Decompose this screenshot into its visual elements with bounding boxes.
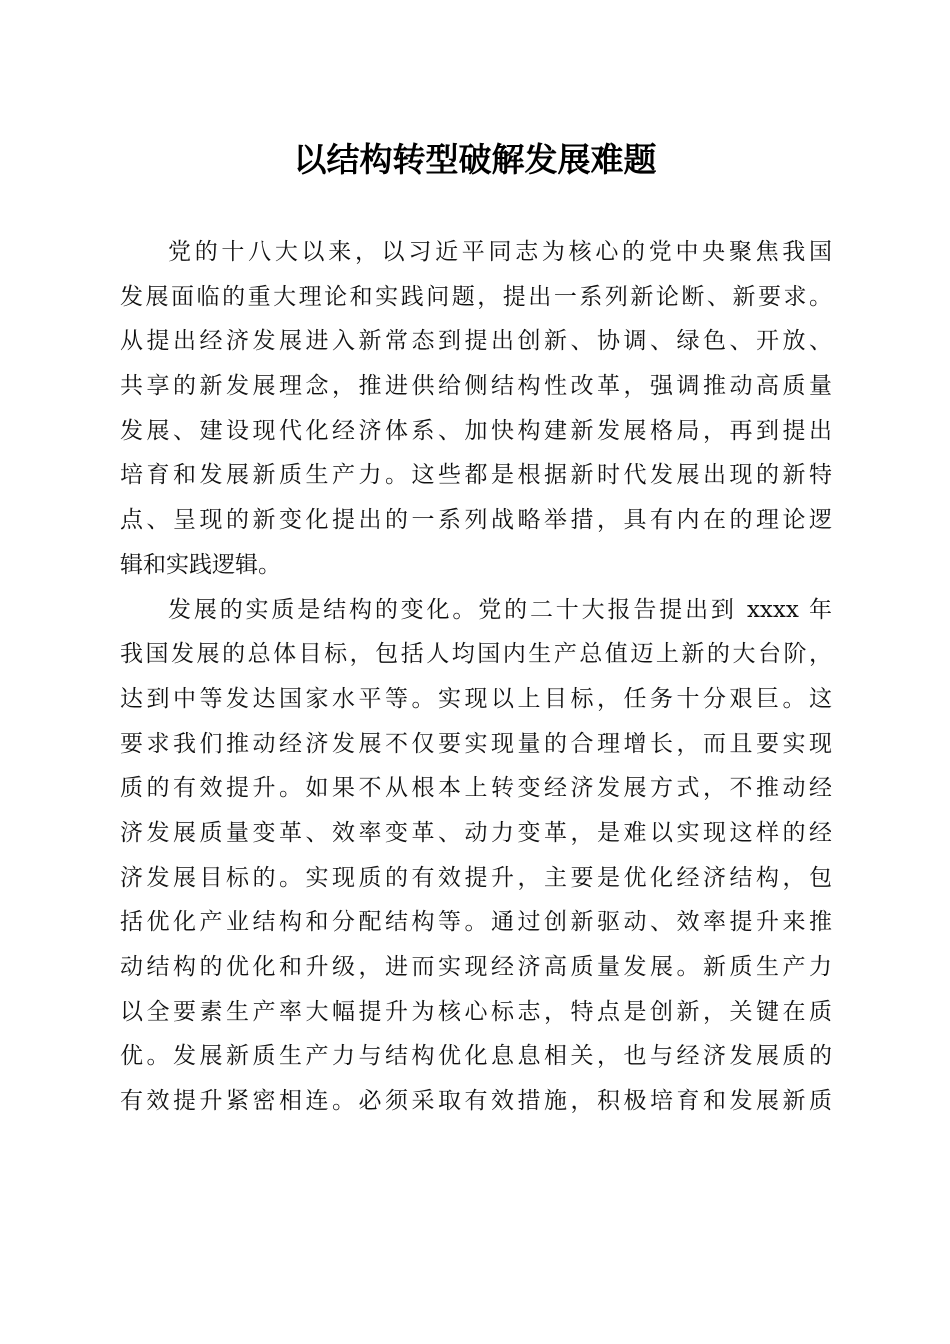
paragraph-line: 达到中等发达国家水平等。实现以上目标，任务十分艰巨。这	[120, 685, 832, 712]
paragraph-line: 济发展质量变革、效率变革、动力变革，是难以实现这样的经	[120, 819, 832, 846]
paragraph-line: 济发展目标的。实现质的有效提升，主要是优化经济结构，包	[120, 864, 832, 891]
paragraph-line: 发展面临的重大理论和实践问题，提出一系列新论断、新要求。	[120, 283, 832, 310]
paragraph-line: 质的有效提升。如果不从根本上转变经济发展方式，不推动经	[120, 775, 832, 802]
paragraph-line: 共享的新发展理念，推进供给侧结构性改革，强调推动高质量	[120, 373, 832, 400]
paragraph-line: 我国发展的总体目标，包括人均国内生产总值迈上新的大台阶，	[120, 641, 832, 668]
paragraph-line: 从提出经济发展进入新常态到提出创新、协调、绿色、开放、	[120, 328, 832, 355]
paragraph-line: 发展、建设现代化经济体系、加快构建新发展格局，再到提出	[120, 417, 832, 444]
paragraph-2	[120, 588, 832, 1124]
paragraph-line: 辑和实践逻辑。	[120, 551, 281, 578]
paragraph-line: 培育和发展新质生产力。这些都是根据新时代发展出现的新特	[120, 462, 832, 489]
paragraph-line: 有效提升紧密相连。必须采取有效措施，积极培育和发展新质	[120, 1088, 832, 1115]
paragraph-line: 优。发展新质生产力与结构优化息息相关，也与经济发展质的	[120, 1043, 832, 1070]
paragraph-line: 括优化产业结构和分配结构等。通过创新驱动、效率提升来推	[120, 909, 832, 936]
paragraph-1	[120, 230, 832, 588]
paragraph-line: 要求我们推动经济发展不仅要实现量的合理增长，而且要实现	[120, 730, 832, 757]
paragraph-line: 党的十八大以来，以习近平同志为核心的党中央聚焦我国	[168, 239, 832, 265]
paragraph-line: 发展的实质是结构的变化。党的二十大报告提出到 xxxx 年	[168, 596, 832, 623]
document-body	[120, 230, 832, 1124]
document-title: 以结构转型破解发展难题	[293, 140, 657, 179]
paragraph-line: 点、呈现的新变化提出的一系列战略举措，具有内在的理论逻	[120, 507, 832, 534]
paragraph-line: 动结构的优化和升级，进而实现经济高质量发展。新质生产力	[120, 954, 832, 980]
paragraph-line: 以全要素生产率大幅提升为核心标志，特点是创新，关键在质	[120, 998, 832, 1025]
